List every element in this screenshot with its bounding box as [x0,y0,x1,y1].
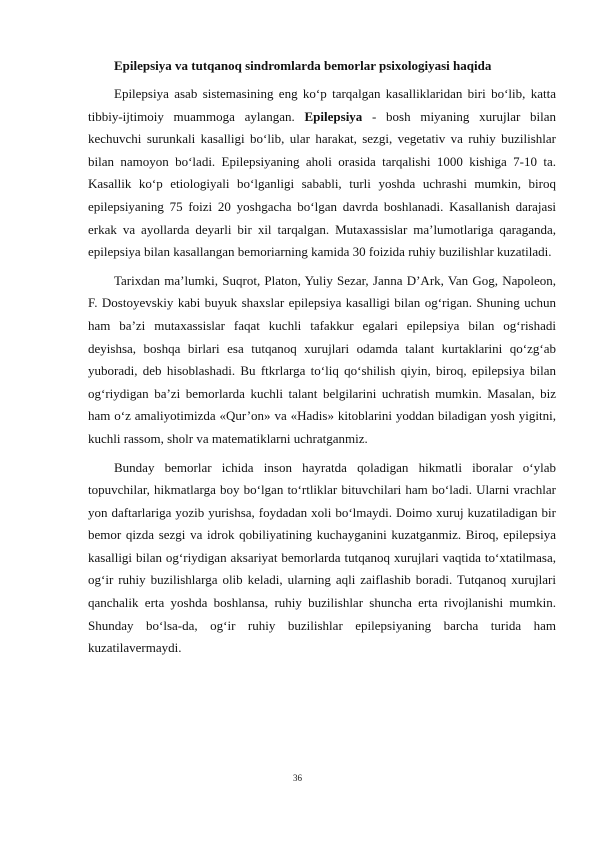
paragraph-1 [88,83,556,264]
paragraph-1-rest: - bosh miyaning xurujlar bilan kechuvchi surunkali kasalligi bo‘lib, ular harakat, sezgi, vegetativ va ruhiy buzilishlar bilan namoyon bo‘ladi. Epilepsiyaning aholi orasida tarqalishi 1000 kishiga 7-10 ta. Kasallik ko‘p etiologiyali bo‘lganligi sababli, turli yoshda uchrashi mumkin, biroq epilepsiyaning 75 foizi 20 yoshgacha bo‘lgan davrda boshlanadi. Kasallanish darajasi erkak va ayollarda deyarli bir xil tarqalgan. Mutaxassislar ma’lumotlariga qaraganda, epilepsiya bilan kasallangan bemoriarning kamida 30 foizida ruhiy buzilishlar kuzatiladi. [88,108,556,260]
paragraph-3: Bunday bemorlar ichida inson hayratda qoladigan hikmatli iboralar o‘ylab topuvchilar, hikmatlarga boy bo‘lgan to‘rtliklar bituvchilari ham bo‘ladi. Ularni vrachlar yon daftarlariga yozib yurishsa, foydadan xoli bo‘lmaydi. Doimo xuruj kuzatiladigan bir bemor qizda sezgi va idrok qobiliyatining kuchayganini kuzatganmiz. Biroq, epilepsiya kasalligi bilan og‘riydigan aksariyat bemorlarda tutqanoq xurujlari vaqtida to‘xtatilmasa, og‘ir ruhiy buzilishlarga olib keladi, ularning aqli zaiflashib boradi. Tutqanoq xurujlari qanchalik erta yoshda boshlansa, ruhiy buzilishlar shuncha erta rivojlanishi mumkin. Shunday bo‘lsa-da, og‘ir ruhiy buzilishlar epilepsiyaning barcha turida ham kuzatilavermaydi. [88,459,556,656]
paragraph-1-start: Epilepsiya asab sistemasining eng ko‘p tarqalgan kasalliklaridan biri bo‘lib, katta tibbiy-ijtimoiy muammoga aylangan. [88,86,556,124]
document-title: Epilepsiya va tutqanoq sindromlarda bemorlar psixologiyasi haqida [114,58,492,73]
paragraph-2: Tarixdan ma’lumki, Suqrot, Platon, Yuliy Sezar, Janna D’Ark, Van Gog, Napoleon, F. Dostoyevskiy kabi buyuk shaxslar epilepsiya kasalligi bilan og‘rigan. Shuning uchun ham ba’zi mutaxassislar faqat kuchli tafakkur egalari epilepsiya bilan og‘rishadi deyishsa, boshqa birlari esa tutqanoq xurujlari odamda talant kurtaklarini qo‘zg‘ab yuboradi, deb hisoblashadi. Bu ftkrlarga to‘liq qo‘shilish qiyin, biroq, epilepsiya bilan og‘riydigan ba’zi bemorlarda kuchli talant belgilarini uchratish mumkin. Masalan, biz ham o‘z amaliyotimizda «Qur’on» va «Hadis» kitoblarini yoddan biladigan yosh yigitni, kuchli rassom, sholr va matematiklarni uchratganmiz. [88,272,556,446]
bold-term-epilepsiya: Epilepsiya [304,108,363,124]
document-page [88,57,556,666]
page-number: 36 [293,773,302,783]
